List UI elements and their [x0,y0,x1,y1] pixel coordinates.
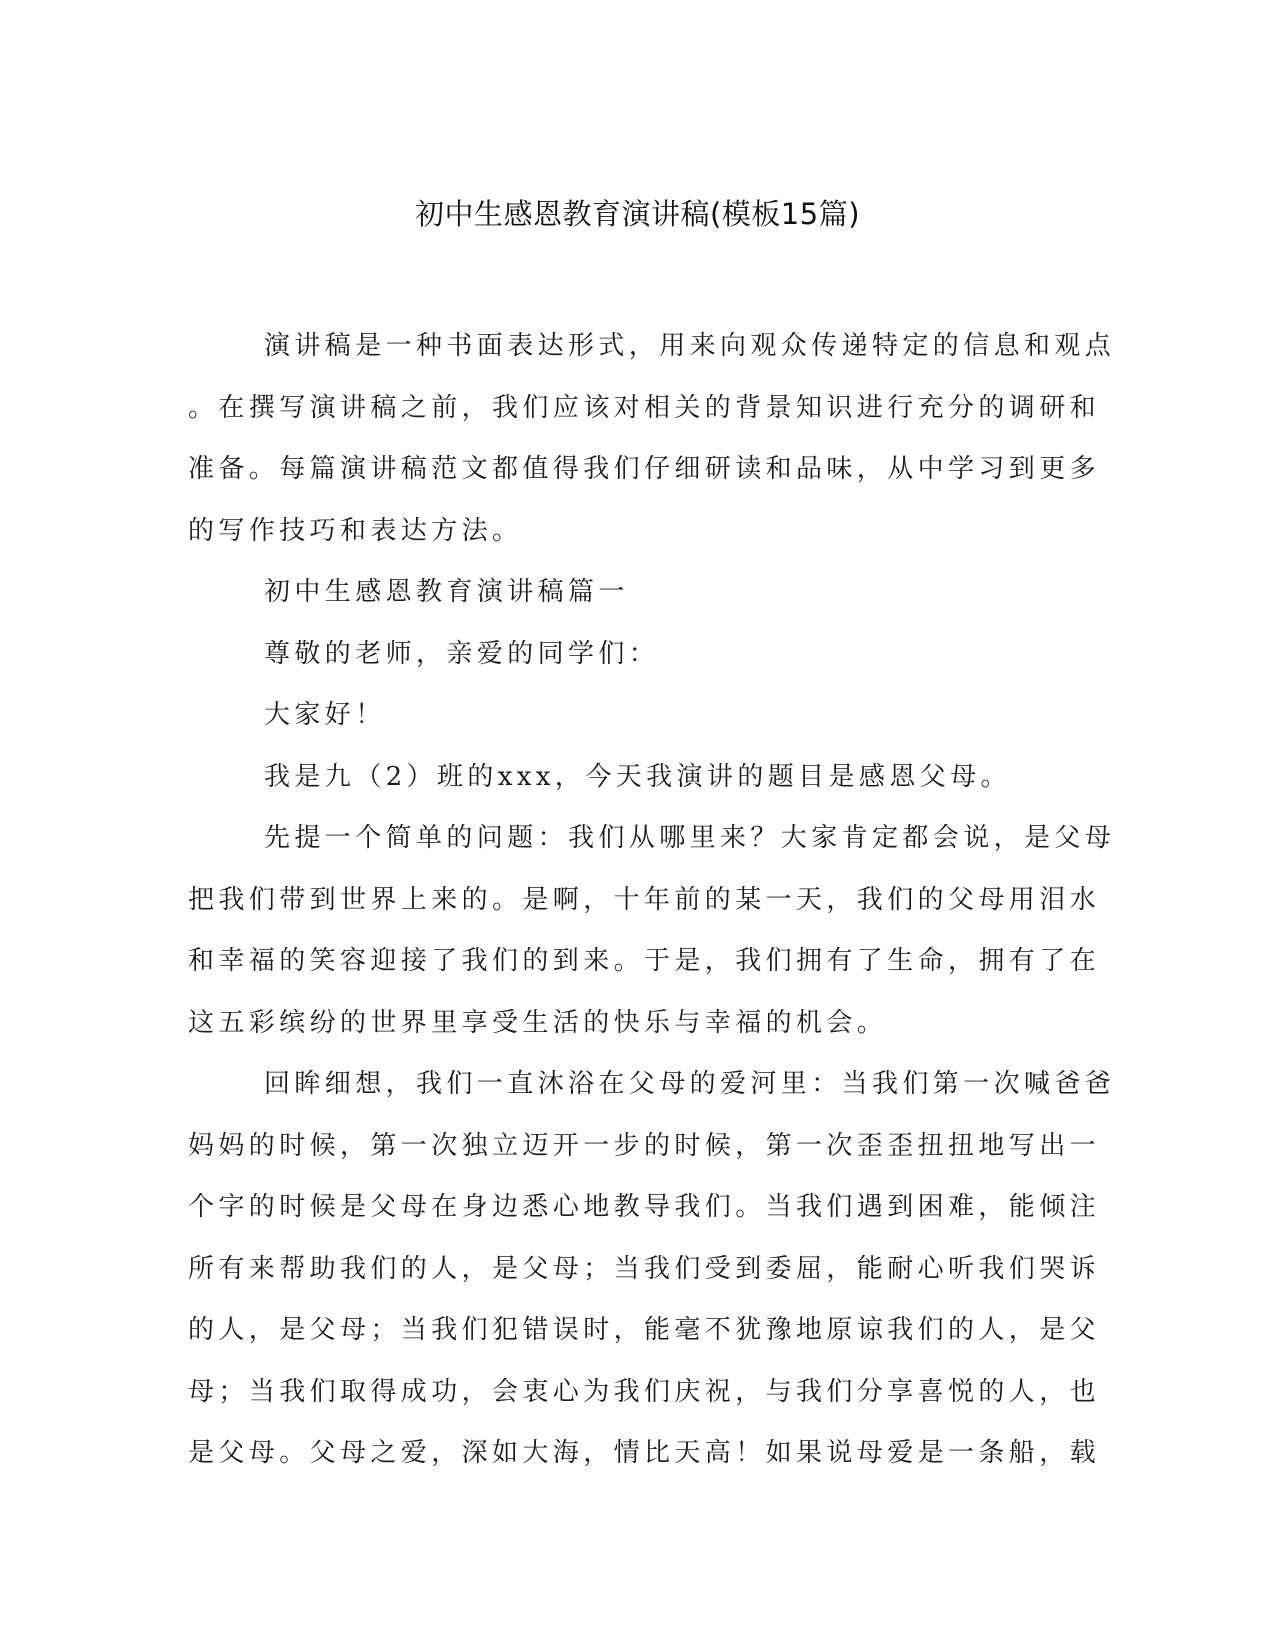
paragraph-line: 的人，是父母；当我们犯错误时，能毫不犹豫地原谅我们的人，是父 [188,1315,1101,1345]
paragraph-line: 把我们带到世界上来的。是啊，十年前的某一天，我们的父母用泪水 [188,884,1101,915]
document-body [188,316,1116,1485]
paragraph-line: 是父母。父母之爱，深如大海，情比天高！如果说母爱是一条船，载 [188,1438,1101,1468]
salutation: 尊敬的老师，亲爱的同学们： [264,638,660,669]
paragraph-line: 的写作技巧和表达方法。 [188,515,523,546]
document-title: 初中生感恩教育演讲稿(模板15篇) [414,197,861,231]
paragraph-line: 先提一个简单的问题：我们从哪里来？大家肯定都会说，是父母 [264,823,1116,853]
section-heading: 初中生感恩教育演讲稿篇一 [264,577,629,607]
paragraph-line: 和幸福的笑容迎接了我们的到来。于是，我们拥有了生命，拥有了在 [188,946,1101,976]
paragraph-line: 准备。每篇演讲稿范文都值得我们仔细研读和品味，从中学习到更多 [188,454,1101,484]
paragraph-line: 所有来帮助我们的人，是父母；当我们受到委屈，能耐心听我们哭诉 [188,1253,1101,1284]
paragraph-line: 妈妈的时候，第一次独立迈开一步的时候，第一次歪歪扭扭地写出一 [188,1130,1101,1161]
greeting: 大家好！ [264,700,386,730]
paragraph-line: 演讲稿是一种书面表达形式，用来向观众传递特定的信息和观点 [264,331,1116,361]
paragraph-line: 母；当我们取得成功，会衷心为我们庆祝，与我们分享喜悦的人，也 [188,1376,1101,1407]
paragraph-line: 这五彩缤纷的世界里享受生活的快乐与幸福的机会。 [188,1007,888,1038]
paragraph-line: 。在撰写演讲稿之前，我们应该对相关的背景知识进行充分的调研和 [188,392,1101,423]
paragraph-line: 回眸细想，我们一直沐浴在父母的爱河里：当我们第一次喊爸爸 [264,1069,1116,1099]
paragraph-line: 个字的时候是父母在身边悉心地教导我们。当我们遇到困难，能倾注 [188,1192,1101,1222]
paragraph-line: 我是九（2）班的xxx，今天我演讲的题目是感恩父母。 [264,761,1011,792]
